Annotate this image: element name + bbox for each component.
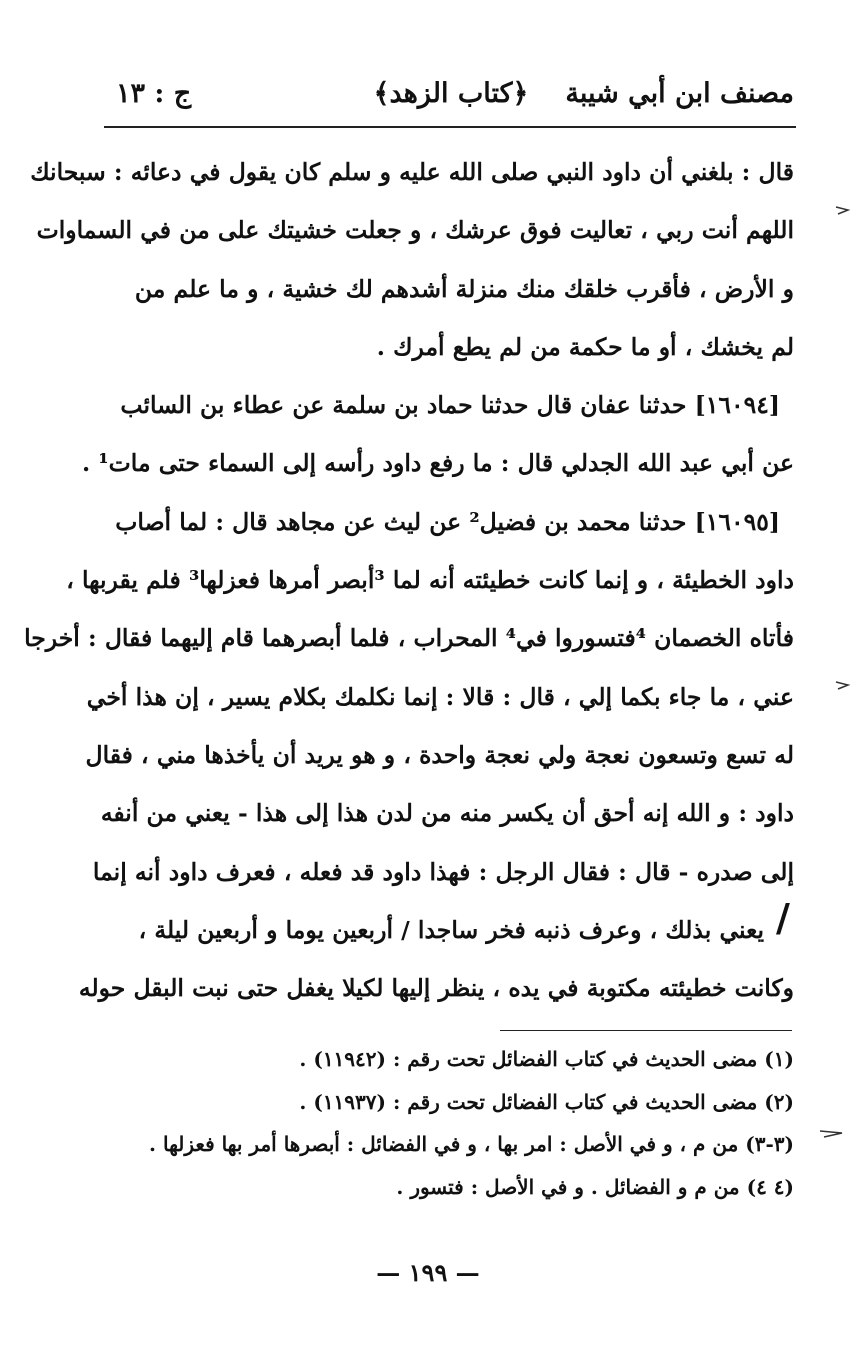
text-line: فأتاه الخصمان ⁴فتسوروا في⁴ المحراب ، فلما أبصرهما قام إليهما فقال : أخرجا [24, 624, 794, 653]
text-line: اللهم أنت ربي ، تعاليت فوق عرشك ، و جعلت خشيتك على من في السماوات [36, 216, 794, 245]
margin-slash-mark: / [776, 895, 790, 940]
margin-tick-icon [836, 680, 854, 690]
body-text [24, 143, 794, 1017]
text-line: لم يخشك ، أو ما حكمة من لم يطع أمرك . [376, 332, 794, 361]
text-line: إلى صدره - قال : فقال الرجل : فهذا داود قد فعله ، فعرف داود أنه إنما [92, 857, 794, 886]
header-rule [104, 126, 796, 128]
footnotes [106, 1038, 794, 1208]
book-title: مصنف ابن أبي شيبة [565, 78, 794, 109]
footnote-3: (٣-٣) من م ، و في الأصل : امر بها ، و في الفضائل : أبصرها أمر بها فعزلها . [149, 1132, 794, 1156]
text-line: عني ، ما جاء بكما إلي ، قال : قالا : إنما نكلمك بكلام يسير ، إن هذا أخي [86, 682, 794, 711]
volume-label: ج : ١٣ [116, 78, 192, 109]
text-line: داود : و الله إنه أحق أن يكسر منه من لدن هذا إلى هذا - يعني من أنفه [100, 799, 794, 828]
hadith-16094-start: [١٦٠٩٤] حدثنا عفان قال حدثنا حماد بن سلمة عن عطاء بن السائب [120, 391, 780, 420]
hadith-16095-start: [١٦٠٩٥] حدثنا محمد بن فضيل² عن ليث عن مجاهد قال : لما أصاب [115, 507, 780, 536]
margin-tick-icon [820, 1128, 838, 1138]
text-line: وكانت خطيئته مكتوبة في يده ، ينظر إليها لكيلا يغفل حتى نبت البقل حوله [78, 974, 794, 1003]
text-line: قال : بلغني أن داود النبي صلى الله عليه و سلم كان يقول في دعائه : سبحانك [30, 158, 794, 186]
text-line: عن أبي عبد الله الجدلي قال : ما رفع داود رأسه إلى السماء حتى مات¹ . [82, 449, 794, 478]
page-header [108, 78, 794, 118]
section-title: ﴿كتاب الزهد﴾ [373, 78, 529, 109]
page-number: — ١٩٩ — [376, 1258, 480, 1287]
text-line: داود الخطيئة ، و إنما كانت خطيئته أنه لما ³أبصر أمرها فعزلها³ فلم يقربها ، [66, 566, 794, 595]
text-line: و الأرض ، فأقرب خلقك منك منزلة أشدهم لك خشية ، و ما علم من [134, 274, 794, 303]
footnote-rule [500, 1030, 792, 1031]
text-line: له تسع وتسعون نعجة ولي نعجة واحدة ، و هو يريد أن يأخذها مني ، فقال [85, 740, 794, 769]
footnote-4: (٤ ٤) من م و الفضائل . و في الأصل : فتسور . [396, 1174, 794, 1199]
footnote-2: (٢) مضى الحديث في كتاب الفضائل تحت رقم : (١١٩٣٧) . [299, 1089, 794, 1114]
footnote-1: (١) مضى الحديث في كتاب الفضائل تحت رقم : (١١٩٤٢) . [299, 1047, 794, 1071]
text-line: يعني بذلك ، وعرف ذنبه فخر ساجدا / أربعين يوما و أربعين ليلة ، [138, 915, 764, 944]
margin-tick-icon [836, 205, 854, 215]
